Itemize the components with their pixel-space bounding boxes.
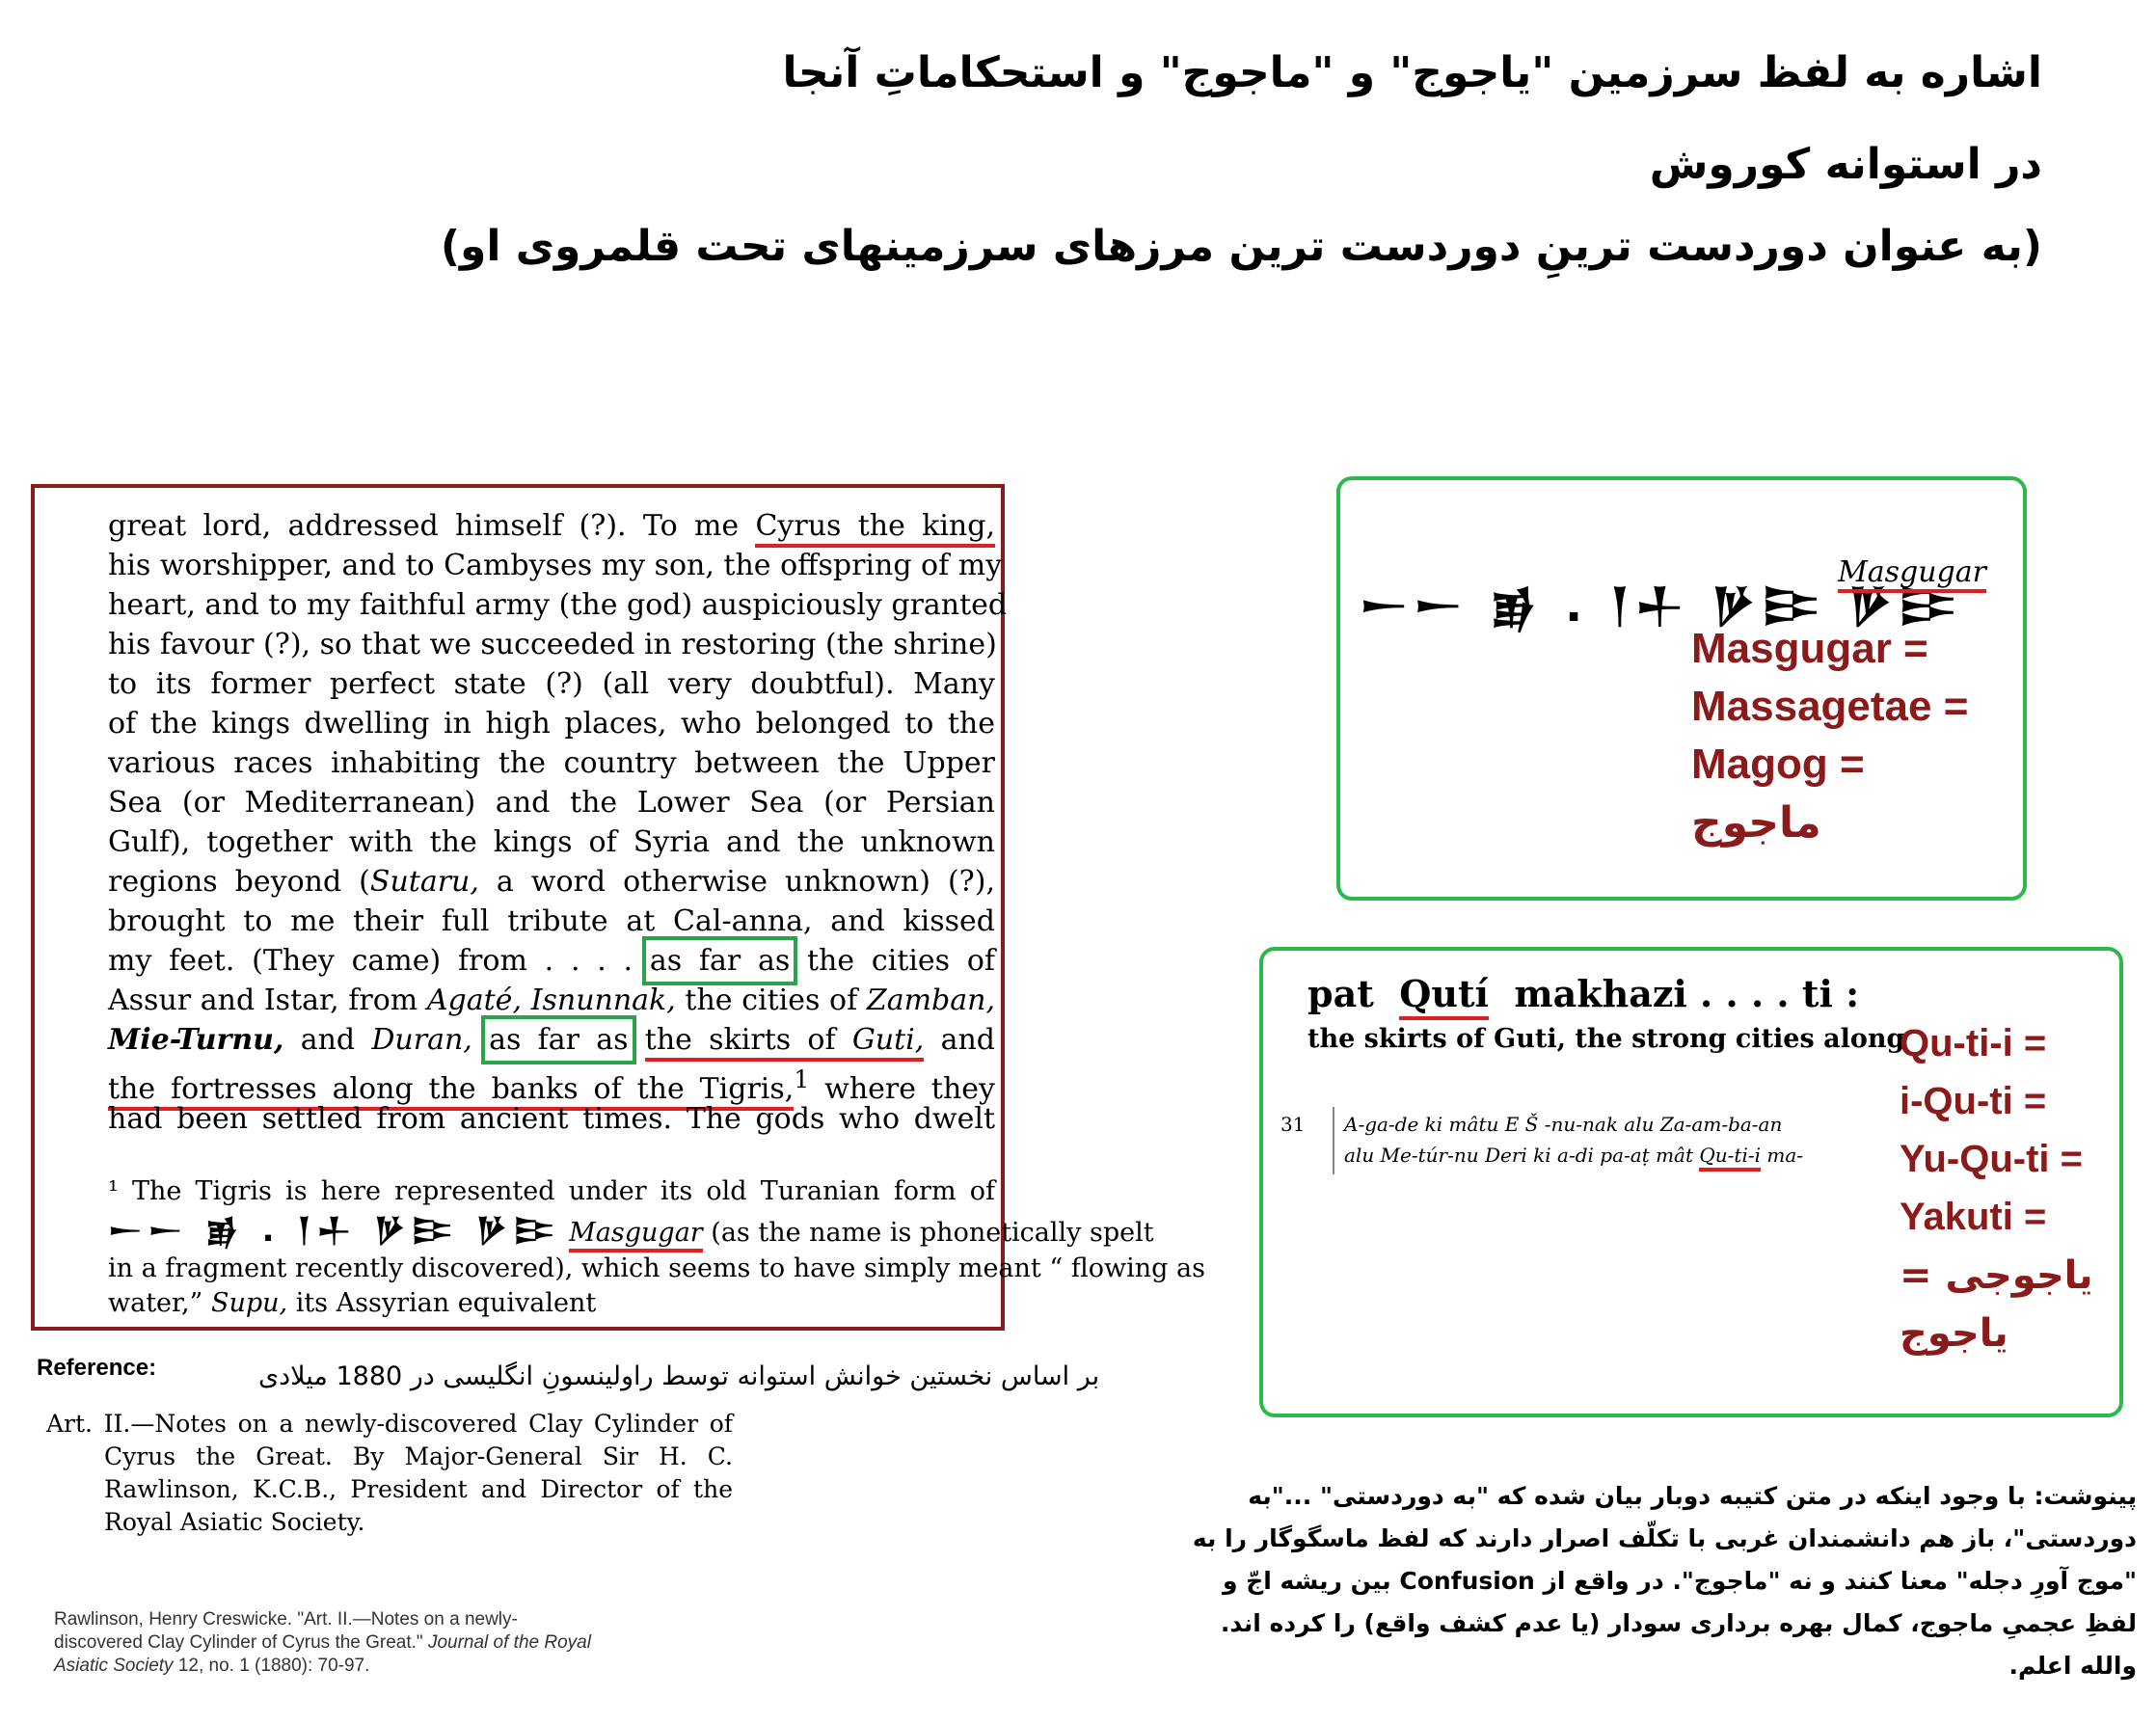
article-line-4: Royal Asiatic Society. xyxy=(104,1508,365,1536)
quti-underlined: Qutí xyxy=(1399,972,1489,1020)
citation-journal: Journal of the Royal Asiatic Society xyxy=(54,1632,591,1676)
article-line-2: Cyrus the Great. By Major-General Sir H. C. xyxy=(104,1442,733,1470)
scan-text: and xyxy=(283,1023,372,1057)
footnote-line-1: ¹ The Tigris is here represented under its old Turanian form of xyxy=(108,1176,995,1206)
as-far-as-highlight-2: as far as xyxy=(489,1023,629,1057)
citation-text: 12, no. 1 (1880): 70-97. xyxy=(173,1656,370,1676)
equation-line-1: Masgugar = xyxy=(1691,625,1928,672)
scan-italic: Zamban, xyxy=(866,983,995,1017)
equation-line-2: i-Qu-ti = xyxy=(1900,1080,2047,1122)
reference-label: Reference: xyxy=(37,1355,157,1381)
scan-line-13 xyxy=(108,982,995,1020)
scan-line-6: of the kings dwelling in high places, who belonged to the xyxy=(108,707,995,741)
scan-italic: Sutaru, xyxy=(369,865,479,899)
equation-line-2: Massagetae = xyxy=(1691,683,1969,730)
fortresses-underlined: the fortresses along the banks of the Tigris, xyxy=(108,1072,794,1111)
scan-line-3: heart, and to my faithful army (the god) auspiciously granted xyxy=(108,588,1008,622)
scan-text: great lord, addressed himself (?). To me xyxy=(108,509,756,543)
masgugar-label: Masgugar xyxy=(1838,555,1986,593)
transliteration-line-2 xyxy=(1344,1144,1803,1167)
cuneiform-glyphs: 𒀸𒀸 𒂊 . 𒁹𒈦 𒃻𒄿 𒃻𒄿 xyxy=(108,1211,561,1250)
scan-italic: Mie-Turnu, xyxy=(108,1023,284,1057)
scan-line-14 xyxy=(108,1021,995,1060)
equation-line-5: یاجوجی = xyxy=(1900,1253,2093,1298)
scan-line-1 xyxy=(108,507,995,546)
masgugar-underlined: Masgugar xyxy=(569,1218,703,1253)
scan-text: my feet. (They came) from . . . . xyxy=(108,944,650,978)
scan-text: the cities of xyxy=(675,983,867,1017)
scan-line-8: Sea (or Mediterranean) and the Lower Sea (or Persian xyxy=(108,786,995,820)
footnote-marker: 1 xyxy=(794,1065,810,1093)
scan-line-9: Gulf), together with the kings of Syria and the unknown xyxy=(108,825,995,859)
translit-text: ma- xyxy=(1761,1144,1804,1167)
scan-italic: Guti, xyxy=(851,1023,925,1057)
title-line-2: در استوانه کوروش xyxy=(1649,140,2042,189)
scan-text: water,” xyxy=(108,1288,211,1318)
footnote-line-2 xyxy=(108,1211,1154,1253)
citation-text: Rawlinson, Henry Creswicke. "Art. II.—Notes on a newly-discovered Clay Cylinder of Cyrus the Great." xyxy=(54,1609,518,1653)
quti-box xyxy=(1259,947,2123,1417)
translit-text: alu Me-túr-nu Deri ki a-di pa-aṭ mât xyxy=(1344,1144,1700,1167)
scan-text: where they xyxy=(809,1072,996,1106)
line-number: 31 xyxy=(1280,1113,1306,1136)
scan-line-7: various races inhabiting the country between the Upper xyxy=(108,746,995,780)
equation-line-1: Qu-ti-i = xyxy=(1900,1022,2047,1064)
citation xyxy=(54,1608,594,1678)
pat-quti-line xyxy=(1307,972,1859,1015)
scan-italic: Duran, xyxy=(371,1023,472,1057)
as-far-as-highlight-1: as far as xyxy=(649,944,791,978)
qutii-underlined: Qu-ti-i xyxy=(1699,1144,1761,1172)
scan-text: regions beyond ( xyxy=(108,865,370,899)
makhazi-word: makhazi . . . . ti : xyxy=(1514,972,1860,1015)
scan-text: the cities of xyxy=(790,944,995,978)
scan-text: a word otherwise unknown) (?), xyxy=(478,865,995,899)
footnote-line-4 xyxy=(108,1284,995,1323)
equation-line-3: Magog = xyxy=(1691,741,1865,788)
scan-line-16: had been settled from ancient times. The gods who dwelt xyxy=(108,1102,995,1136)
scan-text: (as the name is phonetically spelt xyxy=(702,1218,1154,1248)
transliteration-line-1: A-ga-de ki mâtu E Š -nu-nak alu Za-am-ba-an xyxy=(1344,1113,1783,1136)
scan-excerpt-box xyxy=(31,484,1205,1331)
cyrus-underlined: Cyrus the king, xyxy=(755,509,995,548)
pat-word: pat xyxy=(1307,972,1374,1015)
skirts-line: the skirts of Guti, the strong cities along xyxy=(1307,1024,1905,1054)
scan-line-10 xyxy=(108,863,995,902)
scan-italic: Agaté, Isnunnak, xyxy=(426,983,676,1017)
scan-line-11: brought to me their full tribute at Cal-anna, and kissed xyxy=(108,904,995,938)
article-heading xyxy=(46,1408,733,1539)
scan-line-12 xyxy=(108,942,995,981)
footnote-line-3: in a fragment recently discovered), which seems to have simply meant “ flowing as xyxy=(108,1253,1205,1283)
persian-footnote: پینوشت: با وجود اینکه در متن کتیبه دوبار بیان شده که "به دوردستی" ..."به دوردستی"، باز هم دانشمندان غربی با تکلّف اصرار دارند که لفظ ماسگوگار را به "موج آورِ دجله" معنا کنند و نه "ماجوج". در واقع از Confusion بین ریشه اجّ و لفظِ عجمیِ ماجوج، کمال بهره برداری سودار (یا عدم کشف واقع) را کرده اند. والله اعلم. xyxy=(1192,1482,2137,1680)
title-line-1: اشاره به لفظ سرزمین "یاجوج" و "ماجوج" و استحکاماتِ آنجا xyxy=(782,48,2042,97)
article-line-3: Rawlinson, K.C.B., President and Director of the xyxy=(104,1475,733,1503)
equation-line-4: ماجوج xyxy=(1691,798,1821,848)
equation-line-6: یاجوج xyxy=(1900,1311,2008,1356)
reference-persian: بر اساس نخستین خوانش استوانه توسط راولینسونِ انگلیسی در 1880 میلادی xyxy=(258,1361,1100,1391)
scan-text: and xyxy=(924,1023,995,1057)
equation-line-4: Yakuti = xyxy=(1900,1196,2047,1238)
scan-text: its Assyrian equivalent xyxy=(287,1288,597,1318)
scan-text: Assur and Istar, from xyxy=(108,983,427,1017)
skirts-of-guti-underlined xyxy=(645,1023,925,1062)
scan-italic: Supu, xyxy=(210,1288,288,1318)
scan-line-4: his favour (?), so that we succeeded in restoring (the shrine) xyxy=(108,628,997,661)
scan-line-2: his worshipper, and to Cambyses my son, the offspring of my xyxy=(108,549,1003,582)
masgugar-box xyxy=(1336,476,2027,901)
scan-text: the skirts of xyxy=(644,1023,852,1057)
cuneiform-glyphs: 𒀸𒀸 𒂊 . 𒁹𒈦 𒃻𒄿 𒃻𒄿 xyxy=(1360,579,1963,633)
equation-line-3: Yu-Qu-ti = xyxy=(1900,1138,2083,1180)
scan-line-5: to its former perfect state (?) (all very doubtful). Many xyxy=(108,667,995,701)
article-line-1: Art. II.—Notes on a newly-discovered Clay Cylinder of xyxy=(46,1410,733,1438)
divider xyxy=(1333,1107,1334,1174)
title-line-3: (به عنوان دوردست ترینِ دوردست ترین مرزهای سرزمینهای تحت قلمروی او) xyxy=(440,222,2042,271)
